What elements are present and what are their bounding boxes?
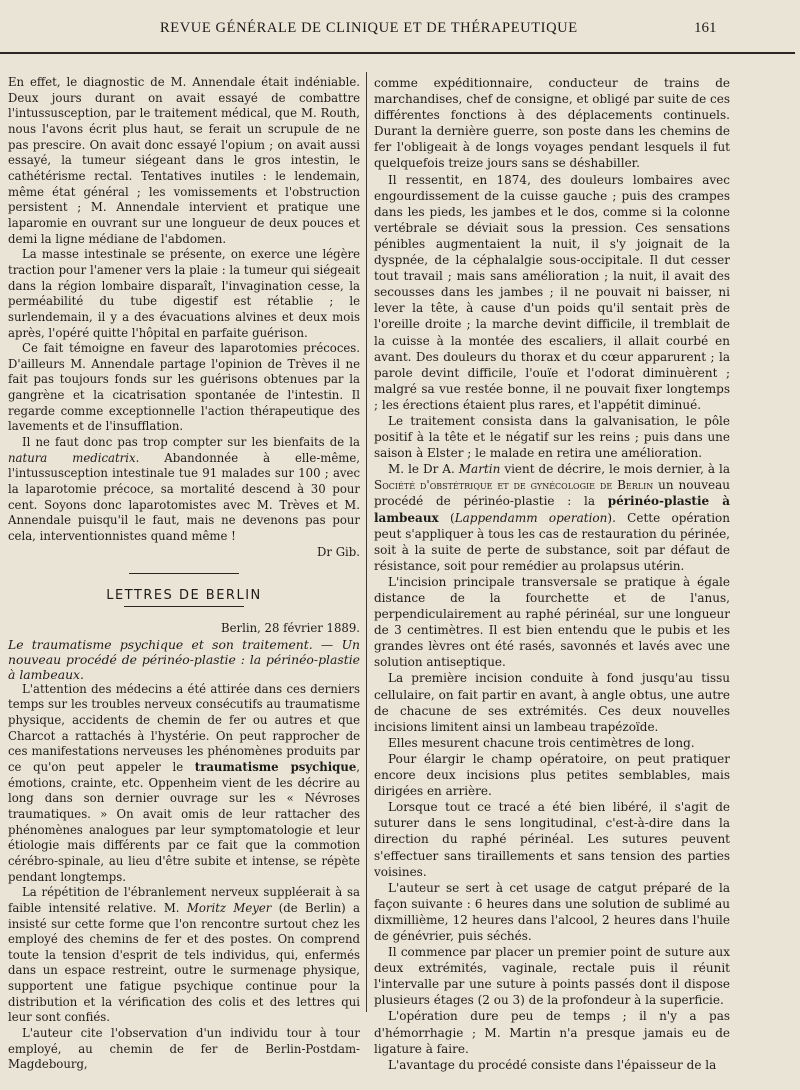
article-subtitle: Le traumatisme psychique et son traitement. — Un nouveau procédé de périnéo-plastie : la périnéo-plastie à lambeaux. (8, 636, 360, 682)
left-column (8, 75, 360, 1073)
right-column (374, 75, 730, 1073)
paragraph: comme expéditionnaire, conducteur de trains de marchandises, chef de consigne, et obligé par suite de ces différentes fonctions à des déplacements continuels. Durant la dernière guerre, son poste dans les chemins de fer l'obligeait à de longs voyages pendant lesquels il fut quelquefois treize jours sans se déshabiller. (374, 76, 730, 171)
paragraph: Il commence par placer un premier point de suture aux deux extrémités, vaginale, rectale puis il réunit l'intervalle par une suture à points passés dont il dispose plusieurs étages (2 ou 3) de la profondeur à la superficie. (374, 945, 730, 1008)
section-rule (129, 573, 239, 574)
author-name: Moritz Meyer (186, 900, 272, 915)
paragraph: L'auteur cite l'observation d'un individu tour à tour employé, au chemin de fer de Berlin-Postdam-Magdebourg, (8, 1026, 360, 1072)
paragraph: Lorsque tout ce tracé a été bien libéré, il s'agit de suturer dans le sens longitudinal, c'est-à-dire dans la direction du raphé périnéal. Les sutures peuvent s'effectuer sans tiraillements et sans tension des parties voisines. (374, 800, 730, 879)
signature: Dr Gib. (317, 544, 360, 559)
term-bold: traumatisme psychique (194, 759, 357, 774)
paragraph: L'auteur se sert à cet usage de catgut préparé de la façon suivante : 6 heures dans une solution de sublimé au dixmillième, 12 heures dans l'alcool, 2 heures dans l'huile de génévrier, puis séchés. (374, 880, 730, 943)
author-name: Martin (458, 462, 501, 477)
paragraph: La première incision conduite à fond jusqu'au tissu cellulaire, on fait partir en avant, à angle obtus, une autre de chacune de ses extrémités. Ces deux nouvelles incisions limitent ainsi un lambeau trapézoïde. (374, 671, 730, 734)
society-name: Société d'obstétrique et de gynécologie de Berlin (374, 478, 654, 493)
paragraph: La masse intestinale se présente, on exerce une légère traction pour l'amener vers la plaie : la tumeur qui siégeait dans la région lombaire disparaît, l'invagination cesse, la perméabilité du tube digestif est rétablie ; le surlendemain, il y a des évacuations alvines et deux mois après, l'opéré quitte l'hôpital en parfaite guérison. (8, 247, 360, 340)
paragraph: M. le Dr A. Martin vient de décrire, le mois dernier, à la Société d'obstétrique et de gynécologie de Berlin un nouveau procédé de périnéo-plastie : la périnéo-plastie à lambeaux (Lappendamm operation). Cette opération peut s'appliquer à tous les cas de restauration du périnée, soit à la suite de perte de substance, soit par défaut de résistance, soit pour remédier au prolapsus utérin. (374, 462, 731, 573)
paragraph: En effet, le diagnostic de M. Annendale était indéniable. Deux jours durant on avait essayé de combattre l'intussusception, par le traitement médical, que M. Routh, nous l'avons écrit plus haut, se ferait un scrupule de ne pas prescire. On avait donc essayé l'opium ; on avait aussi essayé, la tumeur siégeant dans le gros intestin, le cathétérisme rectal. Tentatives inutiles : le lendemain, même état général ; les vomissements et l'obstruction persistent ; M. Annendale intervient et pratique une laparomie en ouvrant sur une longueur de deux pouces et demi la ligne médiane de l'abdomen. (8, 75, 360, 246)
german-term: Lappendamm operation (454, 510, 608, 525)
paragraph: Le traitement consista dans la galvanisation, le pôle positif à la tête et le négatif sur les reins ; puis dans une saison à Elster ; le malade en retira une amélioration. (374, 413, 730, 461)
section-title-underline (124, 606, 244, 607)
section-title: LETTRES DE BERLIN (106, 588, 262, 604)
paragraph: L'incision principale transversale se pratique à égale distance de la fourchette et de l'anus, perpendiculairement au raphé périnéal, sur une longueur de 3 centimètres. Il est bien entendu que le pubis et les grandes lèvres ont été rasés, savonnés et lavés avec une solution antiseptique. (374, 574, 730, 670)
paragraph: Il ressentit, en 1874, des douleurs lombaires avec engourdissement de la cuisse gauche ; puis des crampes dans les pieds, les jambes et le dos, comme si la colonne vertébrale se déviait sous la pression. Ces sensations pénibles augmentaient la nuit, il s'y joignait de la dyspnée, de la céphalalgie sous-occipitale. Il dut cesser tout travail ; mais sans amélioration ; la nuit, il avait des secousses dans les jambes ; il ne pouvait ni baisser, ni lever la tête, à cause d'un poids qu'il sentait près de l'oreille droite ; la marche devint difficile, il tremblait de la cuisse à la montée des escaliers, il allait courbé en avant. Des douleurs du thorax et du cœur apparurent ; la parole devint difficile, l'ouïe et l'odorat diminuèrent ; malgré sa vue restée bonne, il ne pouvait fixer longtemps ; les érections étaient plus rares, et l'appétit diminué. (374, 172, 730, 412)
paragraph: Il ne faut donc pas trop compter sur les bienfaits de la natura medicatrix. Abandonnée à elle-même, l'intussusception intestinale tue 91 malades sur 100 ; avec la laparotomie précoce, sa mortalité descend à 30 pour cent. Soyons donc laparotomistes avec M. Trèves et M. Annendale puisqu'il le faut, mais ne devenons pas pour cela, interventionnistes quand même ! (8, 435, 360, 544)
dateline: Berlin, 28 février 1889. (221, 621, 360, 635)
page-number: 161 (694, 20, 717, 36)
term-bold: périnéo-plastie à lambeaux (374, 494, 731, 525)
paragraph: Pour élargir le champ opératoire, on peut pratiquer encore deux incisions plus petites semblables, mais dirigées en arrière. (374, 751, 730, 799)
journal-title: REVUE GÉNÉRALE DE CLINIQUE ET DE THÉRAPEUTIQUE (160, 20, 578, 36)
paragraph: L'avantage du procédé consiste dans l'épaisseur de la (388, 1057, 717, 1072)
column-divider (366, 72, 367, 1012)
paragraph: L'opération dure peu de temps ; il n'y a pas d'hémorrhagie ; M. Martin n'a presque jamais eu de ligature à faire. (374, 1009, 730, 1056)
running-header (0, 0, 800, 56)
latin-phrase: natura medicatrix (8, 450, 136, 465)
paragraph: La répétition de l'ébranlement nerveux suppléerait à sa faible intensité relative. M. Moritz Meyer (de Berlin) a insisté sur cette forme que l'on rencontre surtout chez les employé des chemins de fer et des postes. On comprend toute la tension d'esprit de tels individus, qui, enfermés dans un espace restreint, outre le surmenage physique, supportent une fatigue psychique continue pour la distribution et la vérification des colis et des lettres qui leur sont confiés. (8, 885, 360, 1025)
paragraph: L'attention des médecins a été attirée dans ces derniers temps sur les troubles nerveux consécutifs au traumatisme physique, accidents de chemin de fer ou autres et que Charcot a rattachés à l'hystérie. On peut rapprocher de ces manifestations nerveuses les phénomènes produits par ce qu'on peut appeler le traumatisme psychique, émotions, crainte, etc. Oppenheim vient de les décrire au long dans son dernier ouvrage sur les « Névroses traumatiques. » On avait omis de leur rattacher des phénomènes analogues par leur symptomatologie et leur étiologie mais différents par ce fait que la commotion cérébro-spinale, au lieu d'être subite et intense, se répète pendant longtemps. (8, 681, 360, 884)
paragraph: Ce fait témoigne en faveur des laparotomies précoces. D'ailleurs M. Annendale partage l'opinion de Trèves il ne fait pas toujours fonds sur les guérisons obtenues par la gangrène et la cicatrisation spontanée de l'intestin. Il regarde comme exceptionnelle l'action thérapeutique des lavements et de l'insufflation. (8, 341, 360, 434)
paragraph: Elles mesurent chacune trois centimètres de long. (388, 735, 695, 750)
header-rule (0, 52, 795, 54)
